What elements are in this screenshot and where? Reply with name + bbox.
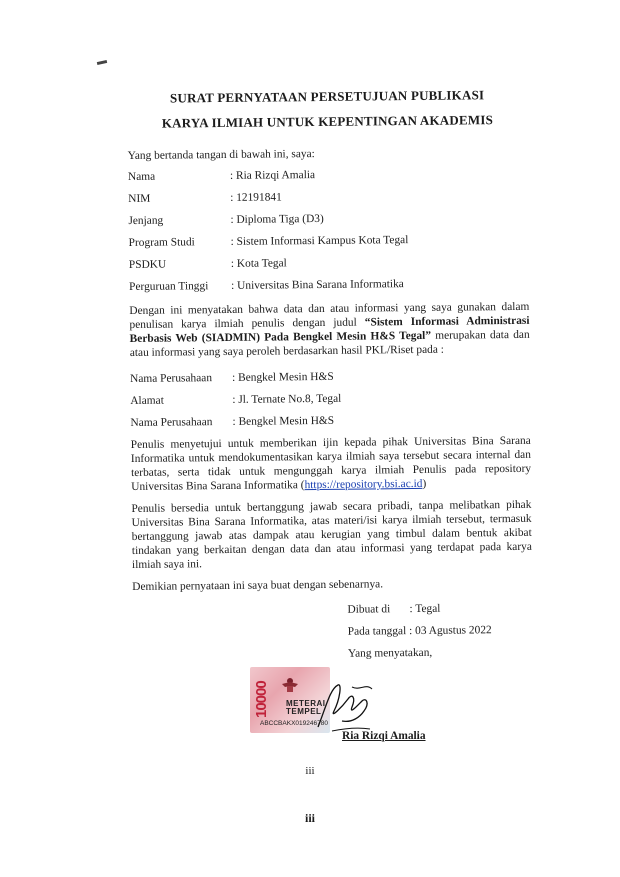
field-value: : Bengkel Mesin H&S [231,370,334,384]
place-row [347,597,532,621]
statement-paragraph [129,300,530,360]
garuda-emblem-icon [280,675,300,695]
permission-text: Penulis menyetujui untuk memberikan ijin kepada pihak Universitas Bina Sarana Informatika untuk mendokumentasikan karya ilmiah saya tersebut secara internal dan terbatas, serta tidak untuk mengunggah karya ilmiah Penulis pada repository Universitas Bina Sarana Informatika ( [130,434,532,493]
company-fields [130,364,531,434]
thesis-title: “Sistem Informasi Administrasi Berbasis Web (SIADMIN) Pada Bengkel Mesin H&S Tegal” [129,314,530,345]
statement-document [127,82,533,667]
field-label: Program Studi [128,236,195,249]
field-label: Alamat [130,394,164,407]
stated-by-row [348,641,533,665]
field-value: : 12191841 [230,191,282,204]
stamp-serial: ABCCBAKX019246780 [260,720,328,727]
date-line: Pada tanggal : 03 Agustus 2022 [347,624,492,638]
field-label: Nama Perusahaan [130,416,213,429]
repository-link[interactable]: https://repository.bsi.ac.id [304,477,423,492]
field-label: Perguruan Tinggi [129,280,209,293]
company-row-name-repeat [130,408,530,434]
stamp-word-1: METERAI [286,699,326,708]
field-label: NIM [128,192,151,205]
page-number-outer: iii [304,811,315,825]
field-value: : Universitas Bina Sarana Informatika [231,278,404,292]
identity-row-university [129,272,529,298]
place-label: Dibuat di [347,603,391,616]
signature-block [347,597,533,665]
field-value: : Sistem Informasi Kampus Kota Tegal [230,234,409,248]
identity-fields [128,162,529,298]
closing-statement: Demikian pernyataan ini saya buat dengan sebenarnya. [132,578,384,593]
scan-artifact [97,60,107,65]
field-value: : Diploma Tiga (D3) [230,212,324,226]
field-label: PSDKU [128,258,167,271]
statement-text-start: Dengan ini menyatakan bahwa data dan atau informasi yang saya gunakan dalam penulisan karya ilmiah penulis dengan judul [129,300,530,331]
field-value: : Bengkel Mesin H&S [232,414,335,428]
place-value: : Tegal [409,602,441,616]
field-value: : Kota Tegal [230,257,287,270]
page-number-inner: iii [305,765,315,777]
permission-text-end: ) [422,477,427,490]
field-label: Nama [127,170,156,183]
stated-by: Yang menyatakan, [347,646,433,660]
document-title-line-2: KARYA ILMIAH UNTUK KEPENTINGAN AKADEMIS [161,112,494,131]
document-title-line-1: SURAT PERNYATAAN PERSETUJUAN PUBLIKASI [169,87,485,106]
intro-text: Yang bertanda tangan di bawah ini, saya: [127,148,315,162]
field-value: : Ria Rizqi Amalia [229,169,316,182]
field-value: : Jl. Ternate No.8, Tegal [232,392,342,406]
field-label: Jenjang [128,214,164,227]
signer-name: Ria Rizqi Amalia [342,730,426,742]
statement-text-end: merupakan data dan atau informasi yang saya peroleh berdasarkan hasil PKL/Riset pada : [129,328,530,359]
stamp-word-2: TEMPEL [286,707,322,716]
signer-name-wrap [342,726,426,744]
stamp-amount: 10000 [253,681,270,719]
date-row [348,619,533,643]
responsibility-paragraph: Penulis bersedia untuk bertanggung jawab secara pribadi, tanpa melibatkan pihak Universitas Bina Sarana Informatika, atas materi/isi karya ilmiah tersebut, termasuk bertanggung jawab atas dampak atau kerugian yang timbul dalam bentuk akibat tindakan yang berkaitan dengan data dan atau informasi yang terdapat pada karya ilmiah saya ini. [131,498,532,571]
field-label: Nama Perusahaan [130,372,213,385]
permission-paragraph [131,434,532,494]
